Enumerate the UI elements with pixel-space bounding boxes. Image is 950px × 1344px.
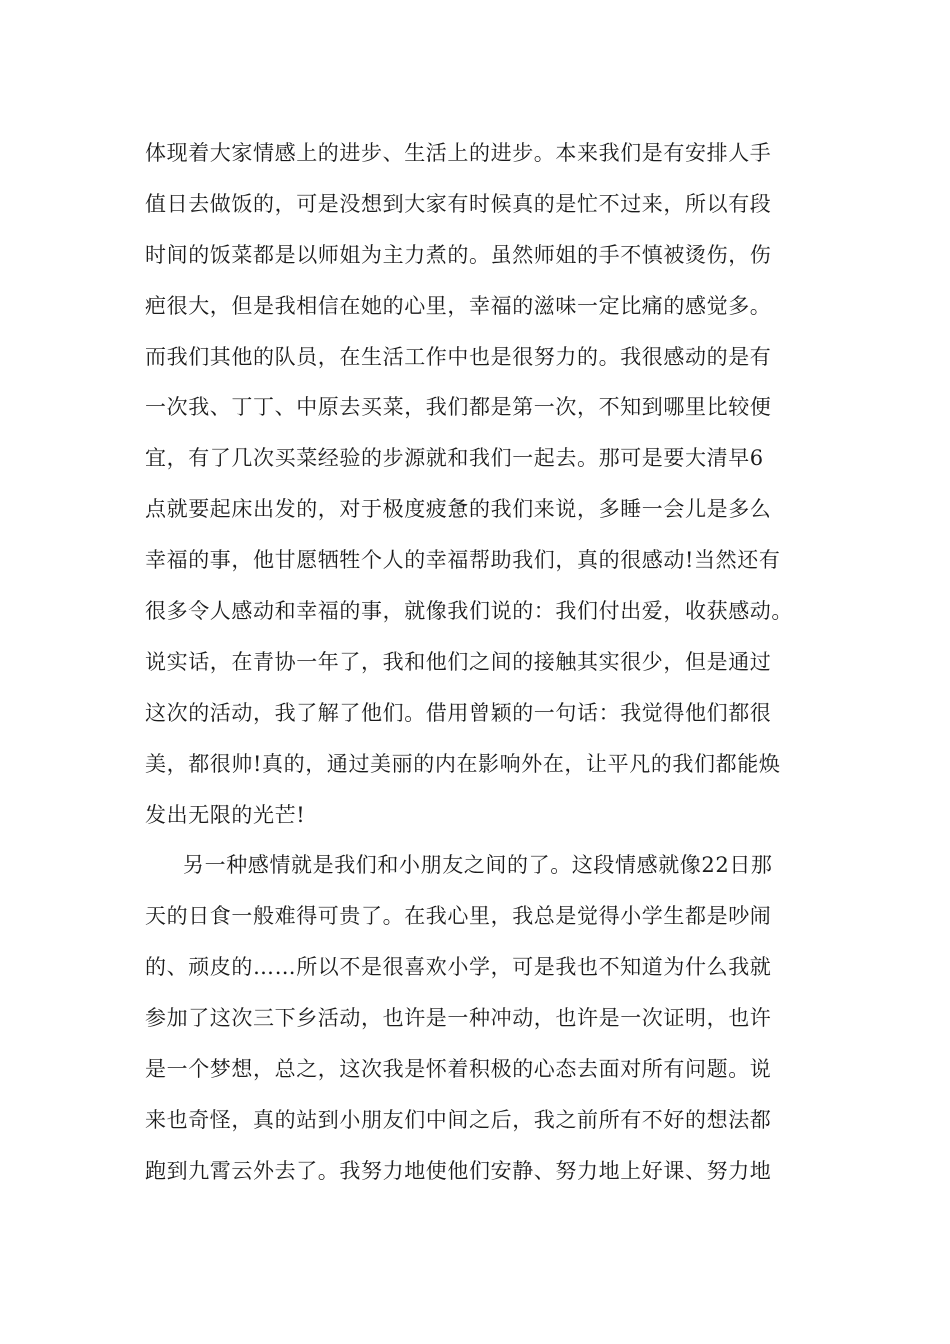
text-line: 时间的饭菜都是以师姐为主力煮的。虽然师姐的手不慎被烫伤，伤 <box>145 242 772 267</box>
text-line: 是一个梦想，总之，这次我是怀着积极的心态去面对所有问题。说 <box>145 1057 772 1082</box>
text-line: 一次我、丁丁、中原去买菜，我们都是第一次，不知到哪里比较便 <box>145 395 772 420</box>
text-line: 参加了这次三下乡活动，也许是一种冲动，也许是一次证明，也许 <box>145 1006 772 1031</box>
text-line: 很多令人感动和幸福的事，就像我们说的：我们付出爱，收获感动。 <box>145 599 793 624</box>
text-line: 这次的活动，我了解了他们。借用曾颖的一句话：我觉得他们都很 <box>145 700 772 725</box>
text-line: 发出无限的光芒! <box>145 802 306 827</box>
text-line: 而我们其他的队员，在生活工作中也是很努力的。我很感动的是有 <box>145 344 772 369</box>
text-line: 来也奇怪，真的站到小朋友们中间之后，我之前所有不好的想法都 <box>145 1107 772 1132</box>
paragraph-first-line: 另一种感情就是我们和小朋友之间的了。这段情感就像22日那 <box>183 853 773 878</box>
text-line: 幸福的事，他甘愿牺牲个人的幸福帮助我们，真的很感动!当然还有 <box>145 548 781 573</box>
document-body <box>145 128 805 1197</box>
text-line: 跑到九霄云外去了。我努力地使他们安静、努力地上好课、努力地 <box>145 1158 772 1183</box>
text-line: 美，都很帅!真的，通过美丽的内在影响外在，让平凡的我们都能焕 <box>145 751 781 776</box>
text-line: 值日去做饭的，可是没想到大家有时候真的是忙不过来，所以有段 <box>145 191 772 216</box>
text-line: 点就要起床出发的，对于极度疲惫的我们来说，多睡一会儿是多么 <box>145 497 772 522</box>
text-line: 说实话，在青协一年了，我和他们之间的接触其实很少，但是通过 <box>145 649 772 674</box>
text-line: 天的日食一般难得可贵了。在我心里，我总是觉得小学生都是吵闹 <box>145 904 772 929</box>
text-line: 的、顽皮的……所以不是很喜欢小学，可是我也不知道为什么我就 <box>145 955 772 980</box>
text-line: 疤很大，但是我相信在她的心里，幸福的滋味一定比痛的感觉多。 <box>145 293 772 318</box>
text-line: 宜，有了几次买菜经验的步源就和我们一起去。那可是要大清早6 <box>145 446 764 471</box>
text-line: 体现着大家情感上的进步、生活上的进步。本来我们是有安排人手 <box>145 141 772 165</box>
